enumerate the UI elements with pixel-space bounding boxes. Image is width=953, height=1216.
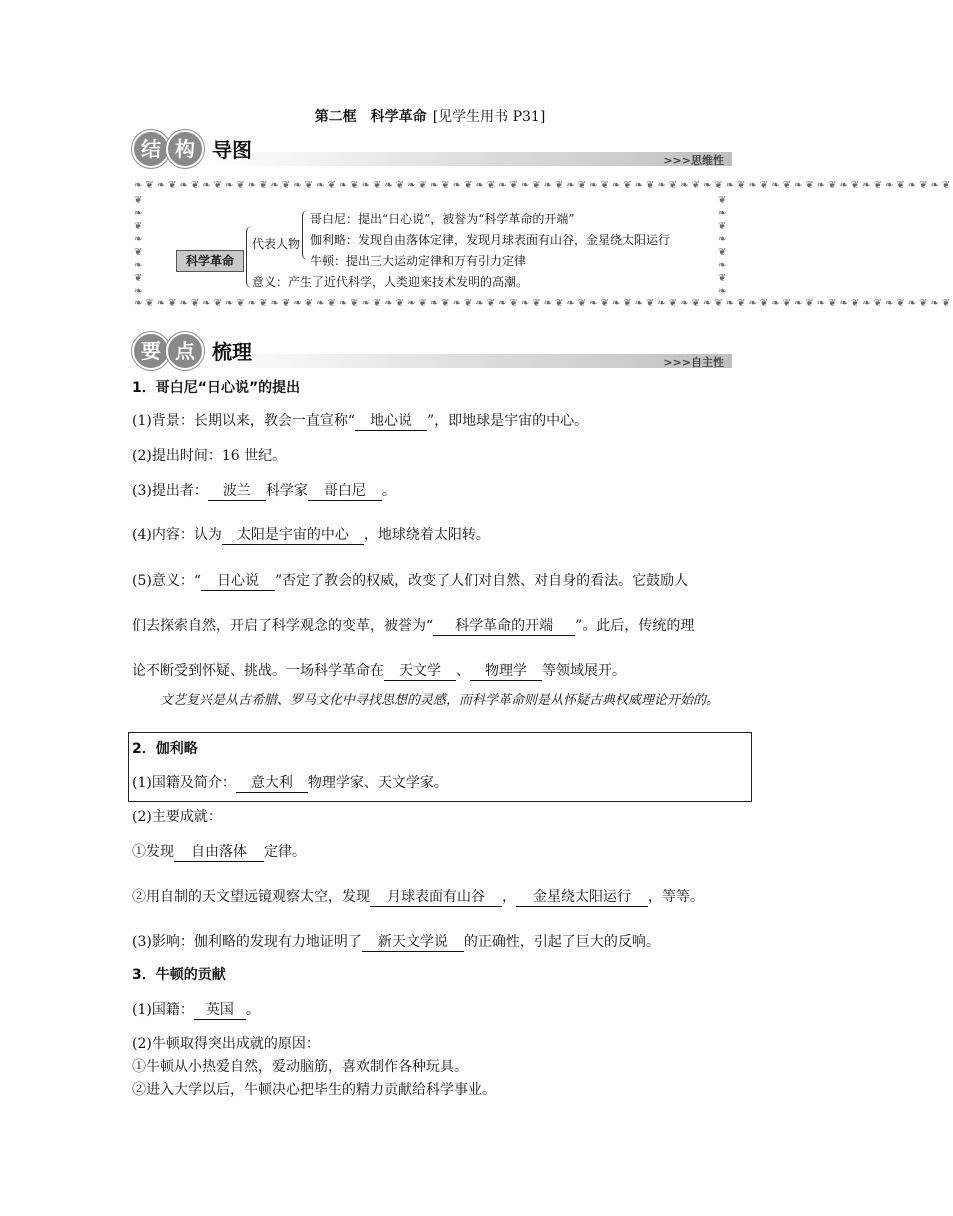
answer-blank: 自由落体 xyxy=(174,841,264,862)
mind-map-branch: 代表人物 xyxy=(252,237,301,251)
lesson-title: 第二框 科学革命 xyxy=(314,109,427,125)
text-line xyxy=(132,660,626,681)
answer-blank: 科学革命的开端 xyxy=(433,615,575,636)
banner-title: 导图 xyxy=(212,138,252,162)
mind-map-significance: 意义：产生了近代科学，人类迎来技术发明的高潮。 xyxy=(252,275,529,289)
answer-blank: 月球表面有山谷 xyxy=(370,886,502,907)
text: 。 xyxy=(381,483,396,499)
text-line xyxy=(132,480,396,501)
text: 定律。 xyxy=(264,844,306,860)
text-line xyxy=(132,615,694,636)
structure-map-banner xyxy=(132,130,732,170)
banner-badge: 要 xyxy=(132,332,170,370)
heading-newton: 3．牛顿的贡献 xyxy=(132,967,226,983)
text: 等领域展开。 xyxy=(542,663,626,679)
answer-blank: 意大利 xyxy=(236,772,308,793)
text-line xyxy=(132,410,588,431)
text-line xyxy=(132,524,490,545)
text-line xyxy=(132,931,660,952)
heading-copernicus: 1．哥白尼“日心说”的提出 xyxy=(132,380,301,396)
answer-blank: 物理学 xyxy=(470,660,542,681)
text-line xyxy=(132,772,448,793)
text-line xyxy=(132,570,688,591)
text: 。 xyxy=(245,1002,260,1018)
answer-blank: 英国 xyxy=(194,999,246,1020)
text: ”。此后，传统的理 xyxy=(575,618,695,634)
answer-blank: 日心说 xyxy=(201,570,275,591)
text: ①发现 xyxy=(132,844,174,860)
text: 科学家 xyxy=(265,483,308,499)
textbook-reference: [见学生用书 P31] xyxy=(432,109,546,125)
text: 论不断受到怀疑、挑战。一场科学革命在 xyxy=(132,663,384,679)
text-line: (2)主要成就： xyxy=(132,809,222,825)
mind-map-root: 科学革命 xyxy=(176,250,244,272)
text-line: ②进入大学以后，牛顿决心把毕生的精力贡献给科学事业。 xyxy=(132,1082,496,1098)
text: (3)提出者： xyxy=(132,483,208,499)
text: ，地球绕着太阳转。 xyxy=(363,527,490,543)
banner-bar xyxy=(212,354,732,368)
answer-blank: 地心说 xyxy=(355,410,427,431)
text: (1)背景：长期以来，教会一直宣称“ xyxy=(132,413,355,429)
text-line: ①牛顿从小热爱自然，爱动脑筋，喜欢制作各种玩具。 xyxy=(132,1059,468,1075)
text: ，等等。 xyxy=(648,889,704,905)
answer-blank: 金星绕太阳运行 xyxy=(516,886,648,907)
heading-galileo: 2．伽利略 xyxy=(132,741,198,757)
banner-title: 梳理 xyxy=(212,340,252,364)
ornament-border-top: ❧❦❧❦❧❦❧❦❧❦❧❦❧❦❧❦❧❦❧❦❧❦❧❦❧❦❧❦❧❦❧❦❧❦❧❦❧❦❧❦❧❦❧❦❧❦❧❦❧❦❧❦❧❦❧❦❧❦❧❦❧❦❧❦❧❦❧❦❧❦❧❦ xyxy=(134,180,953,191)
mind-map-item: 牛顿：提出三大运动定律和万有引力定律 xyxy=(310,254,527,268)
reading-note: 文艺复兴是从古希腊、罗马文化中寻找思想的灵感，而科学革命则是从怀疑古典权威理论开始的。 xyxy=(160,693,720,708)
text: 们去探索自然，开启了科学观念的变革，被誉为“ xyxy=(132,618,434,634)
text: ②用自制的天文望远镜观察太空，发现 xyxy=(132,889,370,905)
text: (1)国籍及简介： xyxy=(132,775,236,791)
banner-badge: 结 xyxy=(132,130,170,168)
key-points-banner xyxy=(132,332,732,372)
text: 、 xyxy=(456,663,470,679)
text-line xyxy=(132,886,704,907)
text: 的正确性，引起了巨大的反响。 xyxy=(463,934,660,950)
banner-badges xyxy=(132,332,200,370)
mind-map-item: 哥白尼：提出“日心说”，被誉为“科学革命的开端” xyxy=(310,212,575,226)
text: (3)影响：伽利略的发现有力地证明了 xyxy=(132,934,362,950)
text: (4)内容：认为 xyxy=(132,527,222,543)
banner-badges xyxy=(132,130,200,168)
mind-map-item: 伽利略：发现自由落体定律，发现月球表面有山谷，金星绕太阳运行 xyxy=(310,233,671,247)
banner-badge: 构 xyxy=(166,130,204,168)
branch-brace xyxy=(302,210,309,260)
text: ”，即地球是宇宙的中心。 xyxy=(427,413,589,429)
banner-badge: 点 xyxy=(166,332,204,370)
answer-blank: 波兰 xyxy=(208,480,266,501)
mind-map xyxy=(134,180,953,310)
answer-blank: 天文学 xyxy=(384,660,456,681)
ornament-border-left: ❦ ❧ ❦ ❧ ❦ ❧ ❦ ❧ xyxy=(134,195,143,297)
text: (5)意义：“ xyxy=(132,573,201,589)
ornament-border-bottom: ❧❦❧❦❧❦❧❦❧❦❧❦❧❦❧❦❧❦❧❦❧❦❧❦❧❦❧❦❧❦❧❦❧❦❧❦❧❦❧❦❧❦❧❦❧❦❧❦❧❦❧❦❧❦❧❦❧❦❧❦❧❦❧❦❧❦❧❦❧❦❧❦ xyxy=(134,298,953,309)
ornament-border-right: ❦ ❧ ❦ ❧ ❦ ❧ ❦ ❧ xyxy=(718,195,727,297)
banner-bar xyxy=(212,152,732,166)
answer-blank: 哥白尼 xyxy=(308,480,382,501)
text: (1)国籍： xyxy=(132,1002,194,1018)
answer-blank: 太阳是宇宙的中心 xyxy=(222,524,364,545)
text-line: (2)牛顿取得突出成就的原因： xyxy=(132,1036,320,1052)
answer-blank: 新天文学说 xyxy=(362,931,464,952)
text-line xyxy=(132,841,306,862)
text-line: (2)提出时间：16 世纪。 xyxy=(132,448,287,464)
banner-tag: >>>自主性 xyxy=(663,356,724,369)
page-title xyxy=(0,106,860,126)
text: ”否定了教会的权威，改变了人们对自然、对自身的看法。它鼓励人 xyxy=(275,573,689,589)
text: ， xyxy=(502,889,516,905)
text-line xyxy=(132,999,260,1020)
text: 物理学家、天文学家。 xyxy=(307,775,448,791)
banner-tag: >>>思维性 xyxy=(663,154,724,167)
